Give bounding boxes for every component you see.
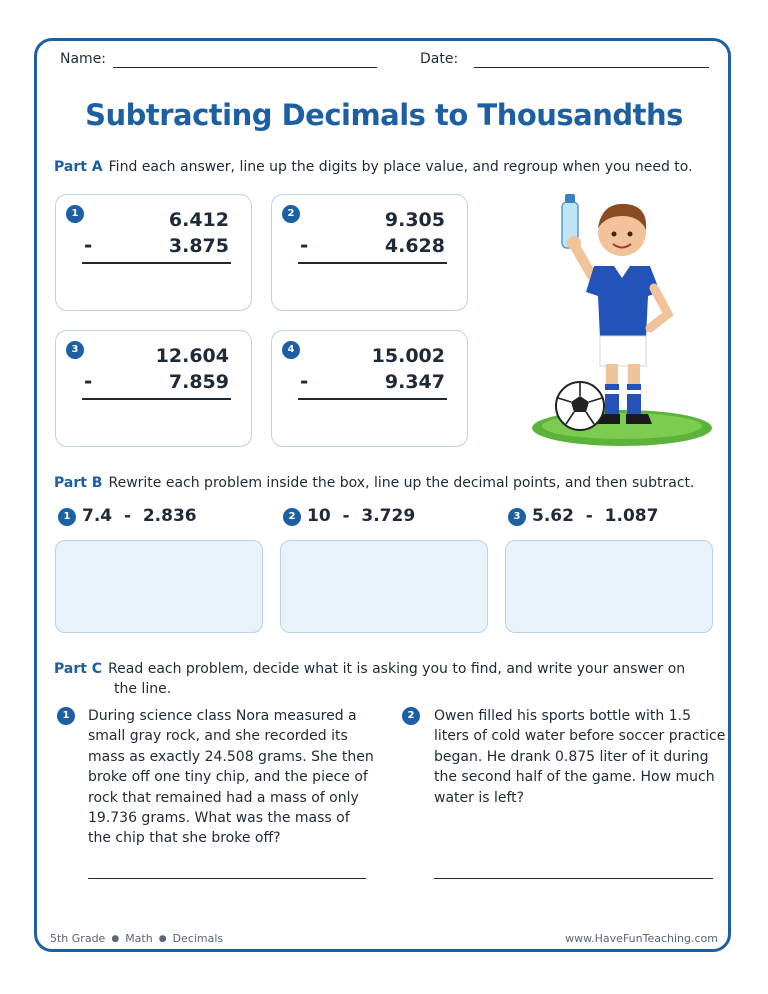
footer-topic: Decimals — [172, 932, 224, 945]
answer-rule — [298, 398, 447, 400]
problem-number-badge: 1 — [57, 707, 75, 725]
answer-rule — [82, 262, 231, 264]
footer-tags — [50, 932, 223, 945]
problem-number-badge: 3 — [508, 508, 526, 526]
problem-line: the second half of the game. How much — [434, 769, 715, 786]
problem-number-badge: 1 — [66, 205, 84, 223]
problem-line: began. He drank 0.875 liter of it during — [434, 748, 709, 765]
problem-expression: 7.4 - 2.836 — [82, 506, 197, 526]
name-line[interactable] — [113, 67, 377, 68]
part-c-problem-1-text — [88, 706, 374, 849]
footer-grade: 5th Grade — [50, 932, 106, 945]
part-b-problem-3 — [508, 506, 658, 526]
part-a-problem-1[interactable] — [55, 194, 252, 311]
date-label: Date: — [420, 51, 459, 67]
minuend: 9.305 — [384, 209, 445, 231]
part-c-instruction: Read each problem, decide what it is asking you to find, and write your answer on — [108, 661, 686, 677]
part-b-problem-1 — [58, 506, 197, 526]
answer-rule — [82, 398, 231, 400]
bullet-icon: ● — [158, 934, 167, 944]
part-b-work-box-3[interactable] — [505, 540, 713, 633]
problem-line: broke off one tiny chip, and the piece of — [88, 769, 368, 786]
problem-line: Owen filled his sports bottle with 1.5 — [434, 708, 691, 724]
problem-expression: 5.62 - 1.087 — [532, 506, 659, 526]
part-b-instruction: Rewrite each problem inside the box, line up the decimal points, and then subtract. — [108, 475, 695, 491]
minus-sign: - — [300, 369, 309, 393]
minus-sign: - — [84, 369, 93, 393]
subtrahend: 3.875 — [168, 235, 229, 257]
problem-line: rock that remained had a mass of only — [88, 789, 359, 806]
minus-sign: - — [84, 233, 93, 257]
page-title: Subtracting Decimals to Thousandths — [85, 98, 683, 132]
problem-expression: 10 - 3.729 — [307, 506, 416, 526]
name-label: Name: — [60, 51, 107, 67]
part-b-label: Part B — [54, 475, 103, 491]
problem-number-badge: 2 — [283, 508, 301, 526]
footer-site[interactable]: www.HaveFunTeaching.com — [565, 932, 718, 945]
footer-subject: Math — [125, 932, 153, 945]
minus-sign: - — [300, 233, 309, 257]
part-b-work-box-1[interactable] — [55, 540, 263, 633]
problem-number-badge: 4 — [282, 341, 300, 359]
minuend: 6.412 — [168, 209, 229, 231]
bullet-icon: ● — [111, 934, 120, 944]
minuend: 12.604 — [155, 345, 229, 367]
part-c-instruction-cont: the line. — [114, 681, 172, 697]
soccer-player-illustration — [522, 188, 720, 450]
problem-line: mass as exactly 24.508 grams. She then — [88, 748, 374, 765]
part-b-heading — [54, 475, 694, 491]
subtrahend: 7.859 — [168, 371, 229, 393]
part-a-heading — [54, 159, 693, 175]
problem-number-badge: 3 — [66, 341, 84, 359]
part-c-answer-line-2[interactable] — [434, 878, 713, 879]
soccer-ball-icon — [556, 382, 604, 430]
date-line[interactable] — [474, 67, 709, 68]
part-a-instruction: Find each answer, line up the digits by place value, and regroup when you need to. — [108, 159, 693, 175]
part-b-problem-2 — [283, 506, 415, 526]
problem-line: the chip that she broke off? — [88, 830, 281, 847]
part-c-label: Part C — [54, 661, 103, 677]
problem-number-badge: 1 — [58, 508, 76, 526]
problem-number-badge: 2 — [282, 205, 300, 223]
part-a-label: Part A — [54, 159, 103, 175]
problem-line: During science class Nora measured a — [88, 708, 357, 724]
part-a-problem-2[interactable] — [271, 194, 468, 311]
part-c-problem-2-text — [434, 706, 725, 808]
part-c-heading — [54, 659, 685, 699]
subtrahend: 4.628 — [384, 235, 445, 257]
subtrahend: 9.347 — [384, 371, 445, 393]
problem-line: water is left? — [434, 789, 525, 806]
part-b-work-box-2[interactable] — [280, 540, 488, 633]
part-a-problem-4[interactable] — [271, 330, 468, 447]
problem-line: 19.736 grams. What was the mass of — [88, 810, 350, 827]
problem-line: liters of cold water before soccer practice — [434, 728, 726, 745]
problem-line: small gray rock, and she recorded its — [88, 728, 348, 745]
problem-number-badge: 2 — [402, 707, 420, 725]
minuend: 15.002 — [371, 345, 445, 367]
part-c-answer-line-1[interactable] — [88, 878, 366, 879]
part-a-problem-3[interactable] — [55, 330, 252, 447]
answer-rule — [298, 262, 447, 264]
